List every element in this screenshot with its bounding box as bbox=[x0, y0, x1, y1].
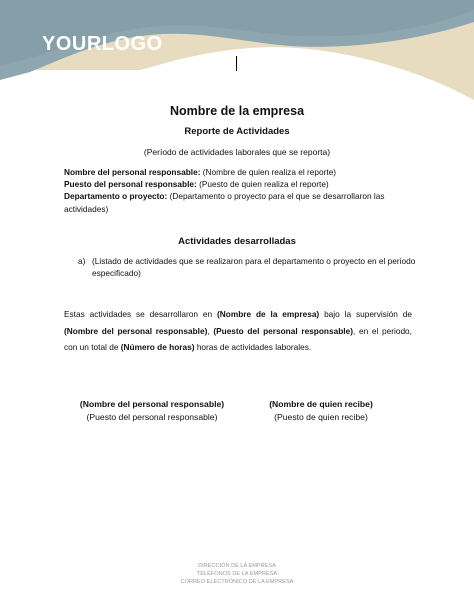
company-name-heading: Nombre de la empresa bbox=[169, 104, 305, 118]
field-label: Nombre del personal responsable: bbox=[64, 167, 201, 177]
footer-phones: TELÉFONOS DE LA EMPRESA bbox=[196, 570, 278, 577]
company-logo: YOURLOGO bbox=[42, 33, 163, 55]
report-period: (Período de actividades laborales que se reporta) bbox=[143, 147, 331, 157]
signature-role: (Puesto del personal responsable) bbox=[86, 411, 218, 422]
company-footer bbox=[0, 563, 474, 586]
activities-list bbox=[78, 255, 418, 279]
field-department bbox=[64, 190, 414, 214]
list-marker: a) bbox=[78, 256, 86, 266]
field-value: (Puesto de quien realiza el reporte) bbox=[196, 179, 329, 190]
summary-paragraph bbox=[64, 306, 412, 356]
field-responsible-name bbox=[64, 166, 414, 178]
field-label: Departamento o proyecto: bbox=[64, 191, 168, 202]
activities-section-title: Actividades desarrolladas bbox=[178, 236, 296, 247]
paragraph-bold-company: (Nombre de la empresa) bbox=[217, 309, 320, 319]
footer-address: DIRECCIÓN DE LA EMPRESA bbox=[198, 563, 276, 569]
text-cursor bbox=[236, 56, 237, 71]
report-title: Reporte de Actividades bbox=[184, 126, 290, 137]
paragraph-text: Estas actividades se desarrollaron en bbox=[64, 309, 217, 319]
list-item: (Listado de actividades que se realizaron para el departamento o proyecto en el periodo especificado) bbox=[92, 256, 416, 279]
field-value: (Nombre de quien realiza el reporte) bbox=[200, 167, 337, 177]
paragraph-text: , bbox=[207, 325, 214, 336]
field-label: Puesto del personal responsable: bbox=[64, 179, 197, 190]
paragraph-text: bajo la supervisión de bbox=[319, 309, 412, 319]
paragraph-bold-responsible: (Nombre del personal responsable) bbox=[64, 325, 208, 336]
paragraph-bold-position: (Puesto del personal responsable) bbox=[213, 325, 353, 336]
paragraph-text: , en el periodo, con un total de bbox=[64, 325, 412, 352]
signature-role: (Puesto de quien recibe) bbox=[274, 411, 368, 422]
signature-name: (Nombre de quien recibe) bbox=[269, 399, 373, 409]
signature-responsible bbox=[64, 398, 240, 423]
field-responsible-position bbox=[64, 178, 414, 190]
field-value: (Departamento o proyecto para el que se desarrollaron las actividades) bbox=[64, 191, 385, 214]
signature-receiver bbox=[248, 398, 394, 423]
signature-name: (Nombre del personal responsable) bbox=[79, 399, 225, 409]
paragraph-bold-hours: (Número de horas) bbox=[120, 342, 195, 352]
footer-email: CORREO ELECTRÓNICO DE LA EMPRESA bbox=[180, 578, 294, 585]
responsible-info-block bbox=[64, 166, 414, 215]
paragraph-text: horas de actividades laborales. bbox=[194, 342, 312, 352]
